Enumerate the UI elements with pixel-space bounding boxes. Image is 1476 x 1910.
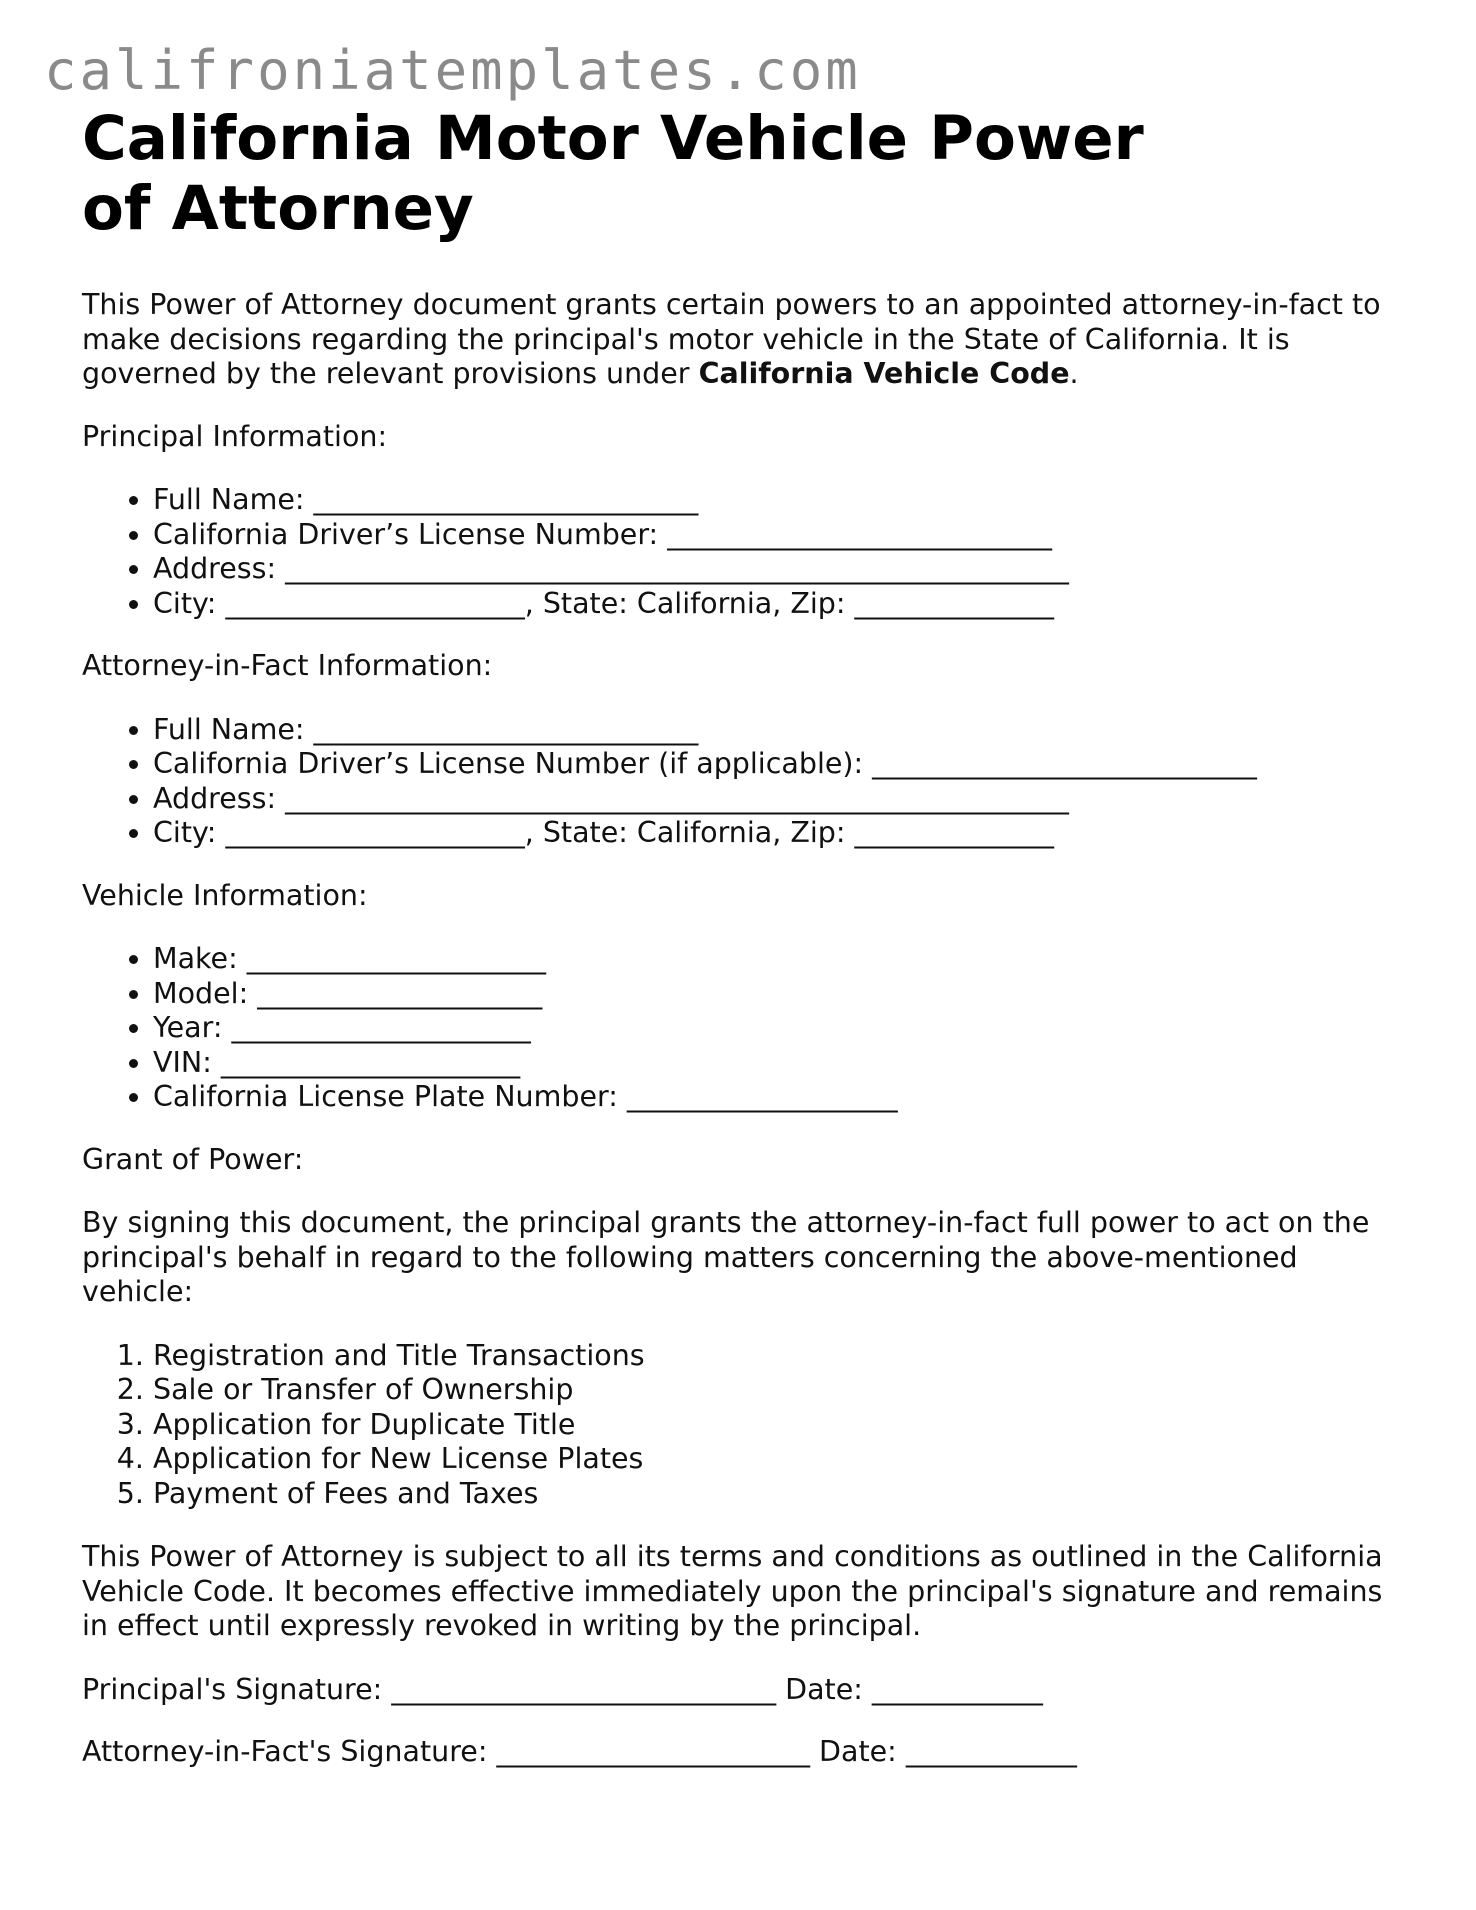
vehicle-section-label: Vehicle Information: — [82, 878, 368, 912]
vehicle-plate-field: • California License Plate Number: ___________________ — [153, 1080, 1402, 1115]
principal-section-label: Principal Information: — [82, 419, 388, 453]
closing-paragraph: This Power of Attorney is subject to all its terms and conditions as outlined in the California Vehicle Code. It becomes effective immediately upon the principal's signature and remains in effect until expressly revoked in writing by the principal. — [82, 1540, 1383, 1642]
attorney-address-field: • Address: _______________________________________________________ — [153, 782, 1402, 817]
attorney-full-name-field: • Full Name: ___________________________ — [153, 713, 1402, 748]
grant-power-item: 1. Registration and Title Transactions — [153, 1339, 1402, 1374]
grant-power-item: 5. Payment of Fees and Taxes — [153, 1477, 1402, 1512]
grant-power-item: 4. Application for New License Plates — [153, 1442, 1402, 1477]
vehicle-fields-list — [82, 942, 1402, 1115]
intro-end: . — [1069, 357, 1079, 390]
attorney-section-label: Attorney-in-Fact Information: — [82, 649, 493, 682]
attorney-signature-line: Attorney-in-Fact's Signature: ______________________ Date: ____________ — [82, 1735, 1077, 1768]
attorney-fields-list — [82, 713, 1402, 851]
intro-paragraph — [82, 288, 1402, 392]
vehicle-vin-field: • VIN: _____________________ — [153, 1046, 1402, 1081]
intro-text: This Power of Attorney document grants certain powers to an appointed attorney-in-fact to make decisions regarding the principal's motor vehicle in the State of California. It is governed by the relevant provisions under — [82, 288, 1381, 390]
principal-address-field: • Address: _______________________________________________________ — [153, 552, 1402, 587]
watermark: califroniatemplates.com — [44, 39, 861, 102]
attorney-license-field: • California Driver’s License Number (if applicable): ___________________________ — [153, 747, 1402, 782]
vehicle-make-field: • Make: _____________________ — [153, 942, 1402, 977]
vehicle-year-field: • Year: _____________________ — [153, 1011, 1402, 1046]
intro-bold-code: California Vehicle Code — [698, 357, 1070, 390]
vehicle-model-field: • Model: ____________________ — [153, 977, 1402, 1012]
principal-full-name-field: • Full Name: ___________________________ — [153, 483, 1402, 518]
grant-paragraph: By signing this document, the principal grants the attorney-in-fact full power to act on the principal's behalf in regard to the following matters concerning the above-mentioned vehicle: — [82, 1206, 1370, 1308]
grant-section-label: Grant of Power: — [82, 1142, 304, 1176]
attorney-city-field: • City: _____________________, State: California, Zip: ______________ — [153, 816, 1402, 851]
principal-license-field: • California Driver’s License Number: ___________________________ — [153, 518, 1402, 553]
grant-power-item: 2. Sale or Transfer of Ownership — [153, 1373, 1402, 1408]
document-page — [82, 104, 1402, 1770]
page-title: California Motor Vehicle Power of Attorney — [82, 103, 1144, 244]
grant-powers-list — [82, 1339, 1402, 1512]
principal-signature-line: Principal's Signature: ___________________________ Date: ____________ — [82, 1672, 1043, 1706]
principal-fields-list — [82, 483, 1402, 621]
principal-city-field: • City: _____________________, State: California, Zip: ______________ — [153, 587, 1402, 622]
grant-power-item: 3. Application for Duplicate Title — [153, 1408, 1402, 1443]
